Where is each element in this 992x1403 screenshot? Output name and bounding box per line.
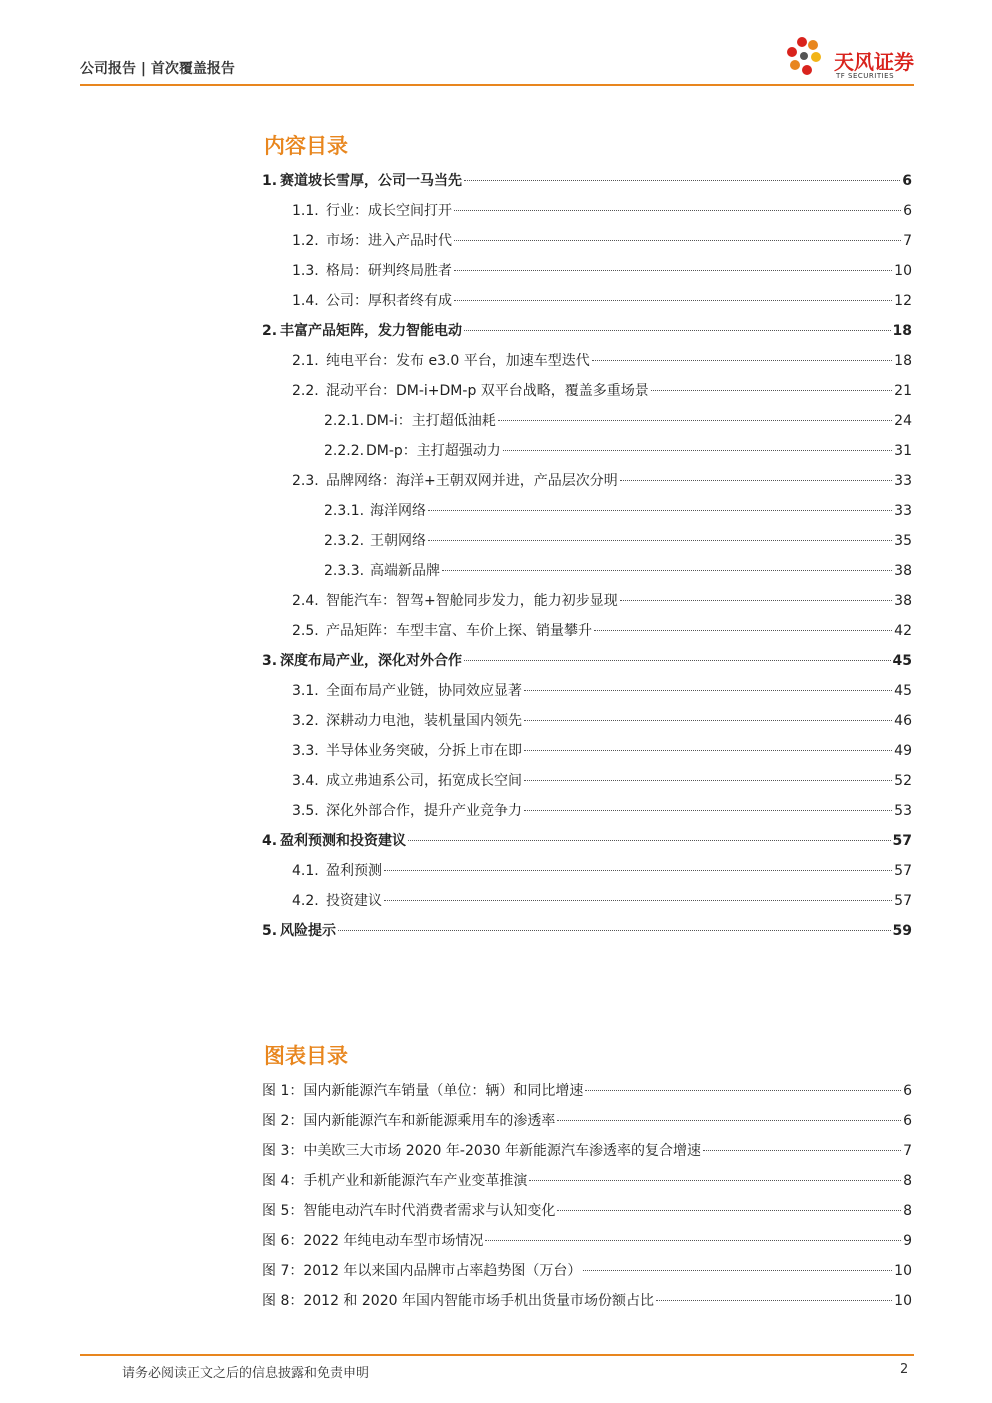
toc-entry[interactable] bbox=[292, 740, 912, 760]
toc-entry-page: 59 bbox=[892, 923, 912, 939]
toc-entry-number: 5. bbox=[262, 923, 278, 939]
flower-logo-icon bbox=[780, 32, 836, 82]
toc-dot-leader bbox=[524, 750, 892, 751]
figure-entry-page: 7 bbox=[903, 1143, 912, 1159]
toc-entry-page: 18 bbox=[892, 323, 912, 339]
toc-entry-page: 45 bbox=[892, 653, 912, 669]
toc-entry-number: 3. bbox=[262, 653, 278, 669]
figure-entry-title: 图 6：2022 年纯电动车型市场情况 bbox=[262, 1233, 484, 1249]
toc-entry-title: 盈利预测 bbox=[326, 863, 382, 879]
logo-subtitle: TF SECURITIES bbox=[836, 72, 895, 80]
toc-entry-number: 1. bbox=[262, 173, 278, 189]
toc-entry[interactable] bbox=[292, 680, 912, 700]
toc-entry-title: 深化外部合作，提升产业竞争力 bbox=[326, 803, 522, 819]
figure-entry[interactable] bbox=[262, 1170, 912, 1190]
toc-entry[interactable] bbox=[262, 920, 912, 940]
toc-dot-leader bbox=[442, 570, 892, 571]
figure-entry-page: 8 bbox=[903, 1203, 912, 1219]
toc-entry-page: 38 bbox=[894, 563, 912, 579]
toc-entry[interactable] bbox=[292, 230, 912, 250]
toc-dot-leader bbox=[384, 900, 892, 901]
toc-entry[interactable] bbox=[292, 200, 912, 220]
toc-entry-page: 7 bbox=[903, 233, 912, 249]
toc-entry-title: 半导体业务突破，分拆上市在即 bbox=[326, 743, 522, 759]
toc-entry[interactable] bbox=[262, 830, 912, 850]
toc-dot-leader bbox=[464, 330, 891, 331]
toc-dot-leader bbox=[454, 300, 892, 301]
toc-entry-title: 投资建议 bbox=[326, 893, 382, 909]
toc-dot-leader bbox=[428, 510, 892, 511]
toc-entry-number: 3.4. bbox=[292, 773, 319, 789]
figure-entry-title: 图 5：智能电动汽车时代消费者需求与认知变化 bbox=[262, 1203, 556, 1219]
toc-entry-number: 3.5. bbox=[292, 803, 319, 819]
toc-dot-leader bbox=[498, 420, 892, 421]
toc-entry-title: 深耕动力电池，装机量国内领先 bbox=[326, 713, 522, 729]
toc-entry-title: 行业：成长空间打开 bbox=[326, 203, 452, 219]
toc-entry[interactable] bbox=[262, 320, 912, 340]
toc-entry-page: 49 bbox=[894, 743, 912, 759]
toc-entry-title: 风险提示 bbox=[280, 923, 336, 939]
toc-dot-leader bbox=[338, 930, 891, 931]
toc-entry-number: 1.1. bbox=[292, 203, 319, 219]
toc-entry-number: 2.3.1. bbox=[324, 503, 365, 519]
toc-dot-leader bbox=[524, 690, 892, 691]
figure-entry[interactable] bbox=[262, 1200, 912, 1220]
toc-entry[interactable] bbox=[292, 590, 912, 610]
figure-dot-leader bbox=[583, 1270, 892, 1271]
toc-entry[interactable] bbox=[324, 410, 912, 430]
toc-entry[interactable] bbox=[292, 860, 912, 880]
toc-dot-leader bbox=[408, 840, 891, 841]
toc-entry-number: 1.2. bbox=[292, 233, 319, 249]
toc-dot-leader bbox=[428, 540, 892, 541]
toc-entry-page: 33 bbox=[894, 503, 912, 519]
toc-dot-leader bbox=[503, 450, 892, 451]
figure-entry-title: 图 4：手机产业和新能源汽车产业变革推演 bbox=[262, 1173, 528, 1189]
toc-entry-page: 31 bbox=[894, 443, 912, 459]
toc-dot-leader bbox=[592, 360, 892, 361]
toc-dot-leader bbox=[464, 180, 900, 181]
figure-entry[interactable] bbox=[262, 1290, 912, 1310]
footer-disclaimer: 请务必阅读正文之后的信息披露和免责申明 bbox=[122, 1366, 370, 1381]
logo-name: 天风证券 bbox=[834, 50, 914, 74]
toc-entry[interactable] bbox=[262, 650, 912, 670]
toc-entry-number: 4. bbox=[262, 833, 278, 849]
toc-entry-page: 42 bbox=[894, 623, 912, 639]
page-number: 2 bbox=[900, 1362, 909, 1377]
toc-entry-page: 57 bbox=[894, 863, 912, 879]
toc-entry-title: 高端新品牌 bbox=[370, 563, 440, 579]
toc-entry-title: 深度布局产业，深化对外合作 bbox=[280, 653, 462, 669]
toc-entry[interactable] bbox=[292, 260, 912, 280]
toc-entry-title: 产品矩阵：车型丰富、车价上探、销量攀升 bbox=[326, 623, 592, 639]
company-logo bbox=[780, 32, 920, 82]
toc-entry-number: 2.3.3. bbox=[324, 563, 365, 579]
toc-entry-title: 丰富产品矩阵，发力智能电动 bbox=[280, 323, 462, 339]
toc-entry[interactable] bbox=[292, 710, 912, 730]
figure-entry-page: 10 bbox=[894, 1263, 912, 1279]
report-type-label: 公司报告 | 首次覆盖报告 bbox=[80, 61, 235, 77]
toc-entry-page: 57 bbox=[892, 833, 912, 849]
toc-entry[interactable] bbox=[292, 620, 912, 640]
toc-entry-title: 赛道坡长雪厚，公司一马当先 bbox=[280, 173, 462, 189]
figure-dot-leader bbox=[557, 1210, 901, 1211]
figure-entry-page: 10 bbox=[894, 1293, 912, 1309]
toc-entry-page: 53 bbox=[894, 803, 912, 819]
footer-divider bbox=[80, 1354, 914, 1356]
toc-entry-page: 57 bbox=[894, 893, 912, 909]
toc-entry-number: 2.2. bbox=[292, 383, 319, 399]
toc-entry-title: 品牌网络：海洋+王朝双网并进，产品层次分明 bbox=[326, 473, 618, 489]
toc-entry-page: 46 bbox=[894, 713, 912, 729]
toc-entry-title: 格局：研判终局胜者 bbox=[326, 263, 452, 279]
figure-entry-page: 6 bbox=[903, 1113, 912, 1129]
toc-entry-number: 1.4. bbox=[292, 293, 319, 309]
figure-entry-title: 图 8：2012 和 2020 年国内智能市场手机出货量市场份额占比 bbox=[262, 1293, 654, 1309]
toc-entry-page: 12 bbox=[894, 293, 912, 309]
toc-entry-page: 24 bbox=[894, 413, 912, 429]
toc-entry-number: 4.1. bbox=[292, 863, 319, 879]
toc-entry-number: 2.4. bbox=[292, 593, 319, 609]
figure-entry[interactable] bbox=[262, 1110, 912, 1130]
toc-entry[interactable] bbox=[324, 440, 912, 460]
toc-entry-title: 智能汽车：智驾+智舱同步发力，能力初步显现 bbox=[326, 593, 618, 609]
toc-entry-page: 10 bbox=[894, 263, 912, 279]
figure-entry-title: 图 3：中美欧三大市场 2020 年-2030 年新能源汽车渗透率的复合增速 bbox=[262, 1143, 702, 1159]
toc-entry-number: 3.2. bbox=[292, 713, 319, 729]
toc-entry[interactable] bbox=[292, 380, 912, 400]
toc-dot-leader bbox=[454, 240, 901, 241]
figure-entry-title: 图 7：2012 年以来国内品牌市占率趋势图（万台） bbox=[262, 1263, 582, 1279]
toc-entry-page: 52 bbox=[894, 773, 912, 789]
toc-entry-title: 海洋网络 bbox=[370, 503, 426, 519]
toc-entry-number: 1.3. bbox=[292, 263, 319, 279]
toc-entry-number: 2.3. bbox=[292, 473, 319, 489]
toc-entry-title: 王朝网络 bbox=[370, 533, 426, 549]
toc-entry-page: 35 bbox=[894, 533, 912, 549]
toc-entry-page: 18 bbox=[894, 353, 912, 369]
figure-entry[interactable] bbox=[262, 1260, 912, 1280]
toc-dot-leader bbox=[464, 660, 891, 661]
toc-entry[interactable] bbox=[292, 890, 912, 910]
toc-entry-title: 市场：进入产品时代 bbox=[326, 233, 452, 249]
toc-dot-leader bbox=[651, 390, 892, 391]
toc-entry[interactable] bbox=[292, 350, 912, 370]
toc-entry-title: DM-i：主打超低油耗 bbox=[366, 413, 496, 429]
figure-dot-leader bbox=[529, 1180, 901, 1181]
toc-entry[interactable] bbox=[292, 770, 912, 790]
toc-entry-number: 2.5. bbox=[292, 623, 319, 639]
toc-entry-page: 21 bbox=[894, 383, 912, 399]
toc-dot-leader bbox=[620, 480, 892, 481]
toc-entry-page: 6 bbox=[903, 203, 912, 219]
figure-entry-title: 图 2：国内新能源汽车和新能源乘用车的渗透率 bbox=[262, 1113, 556, 1129]
figure-dot-leader bbox=[485, 1240, 901, 1241]
toc-entry-title: 公司：厚积者终有成 bbox=[326, 293, 452, 309]
toc-entry-number: 2.2.1. bbox=[324, 413, 365, 429]
toc-entry[interactable] bbox=[262, 170, 912, 190]
toc-dot-leader bbox=[454, 210, 901, 211]
toc-entry-page: 38 bbox=[894, 593, 912, 609]
toc-entry-page: 6 bbox=[902, 173, 912, 189]
header-divider bbox=[80, 84, 914, 86]
toc-dot-leader bbox=[594, 630, 892, 631]
figure-entry-title: 图 1：国内新能源汽车销量（单位：辆）和同比增速 bbox=[262, 1083, 584, 1099]
toc-title: 内容目录 bbox=[264, 134, 348, 158]
figure-dot-leader bbox=[585, 1090, 901, 1091]
toc-entry-page: 45 bbox=[894, 683, 912, 699]
toc-entry[interactable] bbox=[324, 500, 912, 520]
toc-entry-title: 混动平台：DM-i+DM-p 双平台战略，覆盖多重场景 bbox=[326, 383, 649, 399]
figure-dot-leader bbox=[703, 1150, 901, 1151]
toc-entry[interactable] bbox=[324, 560, 912, 580]
toc-entry-number: 3.3. bbox=[292, 743, 319, 759]
toc-dot-leader bbox=[620, 600, 892, 601]
toc-entry-number: 4.2. bbox=[292, 893, 319, 909]
toc-entry[interactable] bbox=[292, 800, 912, 820]
figures-title: 图表目录 bbox=[264, 1044, 348, 1068]
toc-entry[interactable] bbox=[292, 470, 912, 490]
figure-dot-leader bbox=[557, 1120, 901, 1121]
toc-entry-number: 2.1. bbox=[292, 353, 319, 369]
figure-entry-page: 9 bbox=[903, 1233, 912, 1249]
toc-dot-leader bbox=[524, 780, 892, 781]
toc-entry-page: 33 bbox=[894, 473, 912, 489]
toc-dot-leader bbox=[454, 270, 892, 271]
figure-dot-leader bbox=[656, 1300, 892, 1301]
toc-entry-title: 盈利预测和投资建议 bbox=[280, 833, 406, 849]
toc-entry-title: DM-p：主打超强动力 bbox=[366, 443, 501, 459]
toc-entry-number: 2.2.2. bbox=[324, 443, 365, 459]
toc-entry-number: 2. bbox=[262, 323, 278, 339]
toc-entry-title: 成立弗迪系公司，拓宽成长空间 bbox=[326, 773, 522, 789]
figure-entry[interactable] bbox=[262, 1230, 912, 1250]
figure-entry-page: 6 bbox=[903, 1083, 912, 1099]
toc-dot-leader bbox=[524, 810, 892, 811]
toc-entry-title: 纯电平台：发布 e3.0 平台，加速车型迭代 bbox=[326, 353, 590, 369]
toc-entry[interactable] bbox=[324, 530, 912, 550]
toc-entry-title: 全面布局产业链，协同效应显著 bbox=[326, 683, 522, 699]
toc-entry[interactable] bbox=[292, 290, 912, 310]
toc-dot-leader bbox=[384, 870, 892, 871]
toc-entry-number: 2.3.2. bbox=[324, 533, 365, 549]
toc-dot-leader bbox=[524, 720, 892, 721]
figure-entry[interactable] bbox=[262, 1080, 912, 1100]
toc-entry-number: 3.1. bbox=[292, 683, 319, 699]
figure-entry-page: 8 bbox=[903, 1173, 912, 1189]
figure-entry[interactable] bbox=[262, 1140, 912, 1160]
